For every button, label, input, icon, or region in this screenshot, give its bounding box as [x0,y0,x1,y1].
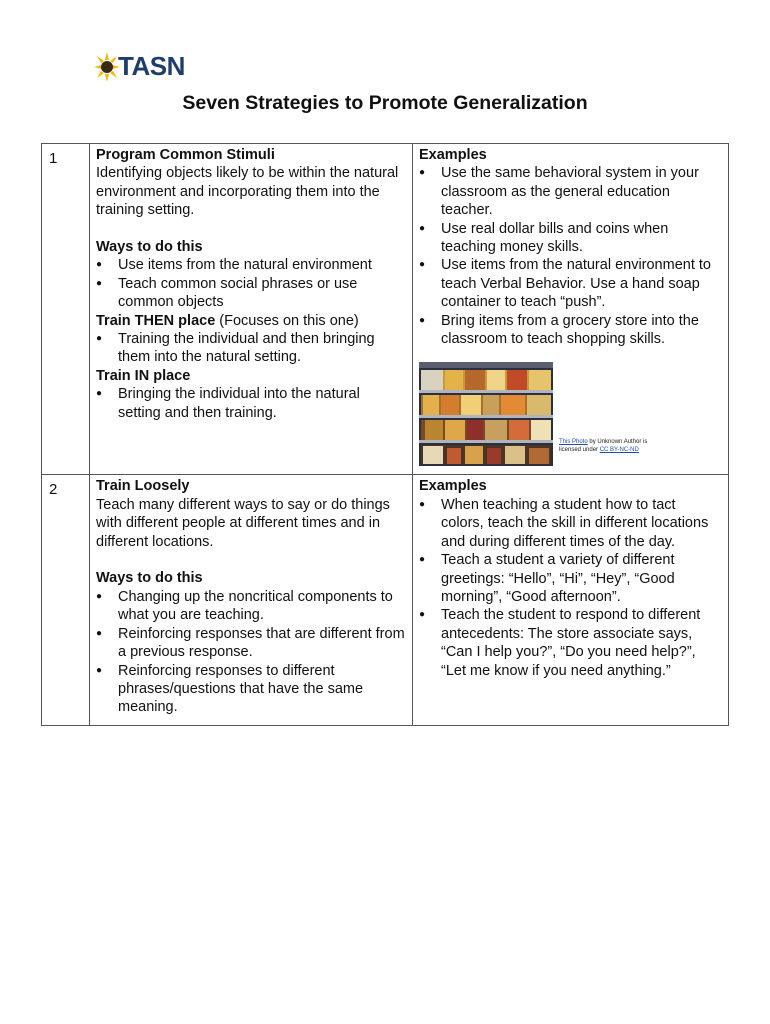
strategy-description: Identifying objects likely to be within the natural environment and incorporating them into the training setting. [96,165,399,219]
strategy-description: Teach many different ways to say or do things with different people at different times and in different locations. [96,496,390,550]
list-item: ● Changing up the noncritical components to what you are teaching. [96,588,406,625]
strategy-cell [90,144,413,475]
train-then-heading: Train THEN place [96,312,216,329]
ways-heading: Ways to do this [96,570,203,587]
examples-cell [413,144,729,475]
list-item: ● Use real dollar bills and coins when teaching money skills. [419,220,722,257]
sun-icon [94,52,120,82]
train-then-note: (Focuses on this one) [215,312,359,329]
table-row [42,144,729,475]
ways-list [96,588,406,717]
list-item: ● Reinforcing responses to different phrases/questions that have the same meaning. [96,662,406,717]
license-link[interactable]: CC BY-NC-ND [599,447,639,454]
examples-heading: Examples [419,478,487,495]
strategy-cell [90,475,413,725]
list-item: ● Use the same behavioral system in your classroom as the general education teacher. [419,164,722,219]
list-item: ● When teaching a student how to tact colors, teach the skill in different locations and during different times of the day. [419,496,722,551]
train-in-heading: Train IN place [96,367,191,384]
page-title: Seven Strategies to Promote Generalization [182,92,588,114]
list-item: ● Bringing the individual into the natural setting and then training. [96,385,406,422]
list-item: ● Reinforcing responses that are different from a previous response. [96,625,406,662]
train-then-list [96,330,406,367]
table-row [42,475,729,725]
photo-credit [559,438,669,454]
grocery-shelf-photo [419,362,553,466]
list-item: ● Teach a student a variety of different greetings: “Hello”, “Hi”, “Hey”, “Good morning”, “Good afternoon”. [419,551,722,606]
photo-link[interactable]: This Photo [559,439,588,446]
examples-cell [413,475,729,725]
train-in-list [96,385,406,422]
list-item: ● Teach common social phrases or use common objects [96,275,406,312]
list-item: ● Teach the student to respond to different antecedents: The store associate says, “Can I help you?”, “Do you need help?”, “Let me know if you need anything.” [419,606,722,680]
strategy-heading: Train Loosely [96,478,190,495]
list-item: ● Bring items from a grocery store into the classroom to teach shopping skills. [419,312,722,349]
examples-heading: Examples [419,147,487,163]
list-item: ● Use items from the natural environment [96,256,406,274]
examples-list [419,496,722,680]
list-item: ● Use items from the natural environment to teach Verbal Behavior. Use a hand soap container to teach “push”. [419,256,722,311]
photo-credit-by: by Unknown Author is licensed under [559,439,648,454]
logo-text: TASN [118,51,185,81]
tasn-logo [94,48,184,84]
strategies-table [41,143,729,726]
photo-block [419,362,722,466]
row-number: 2 [42,475,90,725]
train-then-place-line [96,312,406,330]
list-item: ● Training the individual and then bringing them into the natural setting. [96,330,406,367]
strategy-heading: Program Common Stimuli [96,147,275,163]
ways-heading: Ways to do this [96,239,203,256]
examples-list [419,164,722,348]
ways-list [96,256,406,311]
row-number: 1 [42,144,90,475]
